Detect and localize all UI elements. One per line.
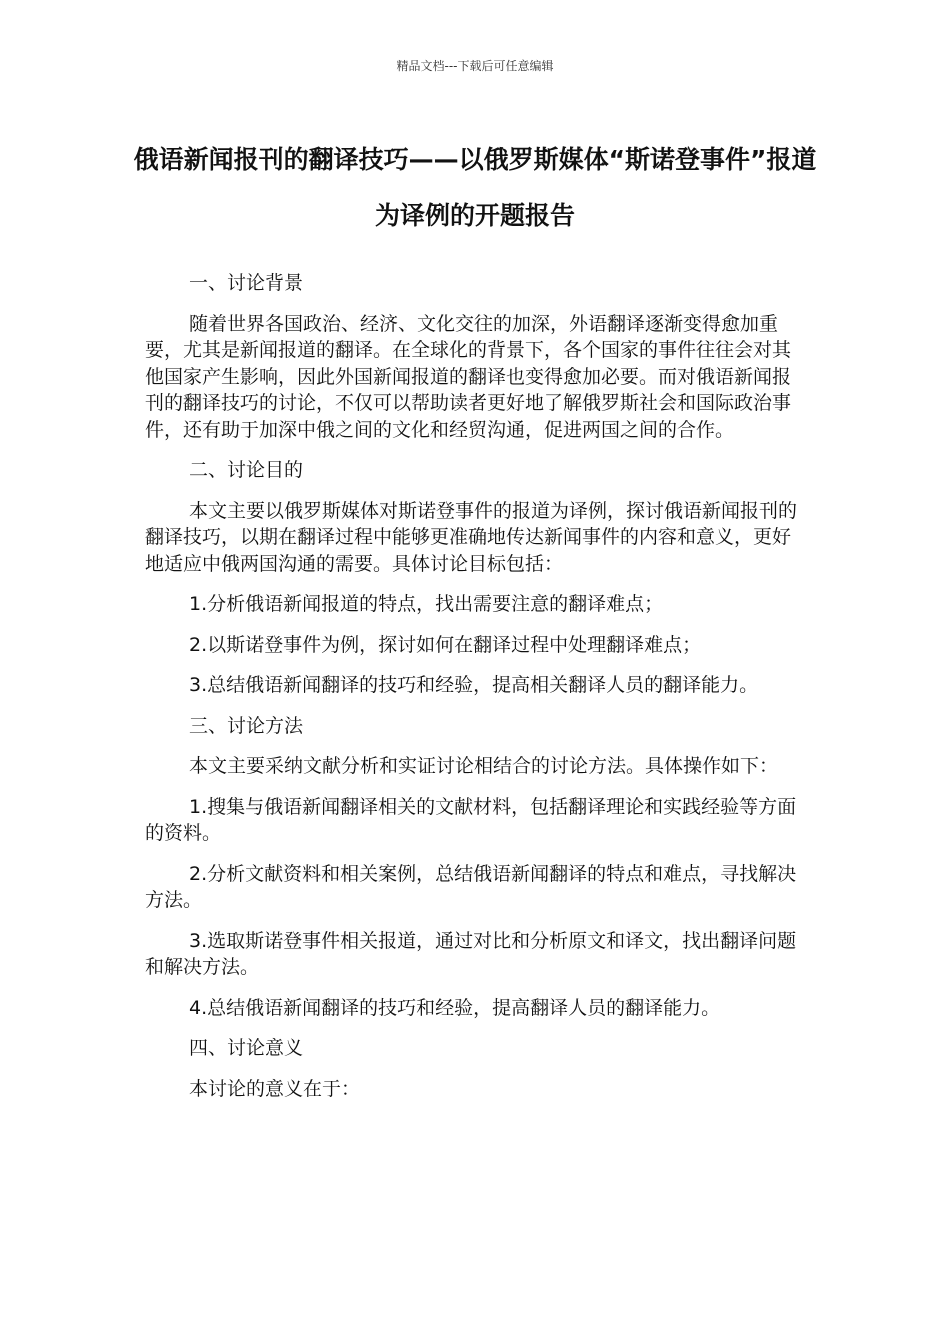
list-item-purpose-1: 1.分析俄语新闻报道的特点，找出需要注意的翻译难点；: [189, 593, 664, 615]
list-item-method-3: 3.选取斯诺登事件相关报道，通过对比和分析原文和译文，找出翻译问题和解决方法。: [145, 929, 797, 978]
list-item-purpose-2: 2.以斯诺登事件为例，探讨如何在翻译过程中处理翻译难点；: [189, 633, 702, 656]
section-heading-background: 一、讨论背景: [189, 272, 304, 294]
list-item-purpose-3: 3.总结俄语新闻翻译的技巧和经验，提高相关翻译人员的翻译能力。: [189, 674, 759, 696]
document-body: [145, 266, 800, 1102]
paragraph-significance: 本讨论的意义在于：: [189, 1077, 361, 1100]
document-title: 俄语新闻报刊的翻译技巧——以俄罗斯媒体“斯诺登事件”报道为译例的开题报告: [133, 145, 817, 230]
paragraph-method: 本文主要采纳文献分析和实证讨论相结合的讨论方法。具体操作如下：: [189, 755, 779, 777]
page-header: 精品文档---下载后可任意编辑: [396, 59, 554, 73]
section-heading-purpose: 二、讨论目的: [189, 459, 304, 481]
section-heading-method: 三、讨论方法: [189, 714, 304, 737]
paragraph-background: 随着世界各国政治、经济、文化交往的加深，外语翻译逐渐变得愈加重要，尤其是新闻报道的翻译。在全球化的背景下，各个国家的事件往往会对其他国家产生影响，因此外国新闻报道的翻译也变得愈加必要。而对俄语新闻报刊的翻译技巧的讨论，不仅可以帮助读者更好地了解俄罗斯社会和国际政治事件，还有助于加深中俄之间的文化和经贸沟通，促进两国之间的合作。: [145, 312, 792, 441]
list-item-method-4: 4.总结俄语新闻翻译的技巧和经验，提高翻译人员的翻译能力。: [189, 996, 721, 1019]
section-heading-significance: 四、讨论意义: [189, 1037, 304, 1059]
list-item-method-1: 1.搜集与俄语新闻翻译相关的文献材料，包括翻译理论和实践经验等方面的资料。: [145, 795, 797, 844]
paragraph-purpose: 本文主要以俄罗斯媒体对斯诺登事件的报道为译例，探讨俄语新闻报刊的翻译技巧，以期在翻译过程中能够更准确地传达新闻事件的内容和意义，更好地适应中俄两国沟通的需要。具体讨论目标包括：: [145, 499, 798, 575]
list-item-method-2: 2.分析文献资料和相关案例，总结俄语新闻翻译的特点和难点，寻找解决方法。: [145, 862, 797, 911]
